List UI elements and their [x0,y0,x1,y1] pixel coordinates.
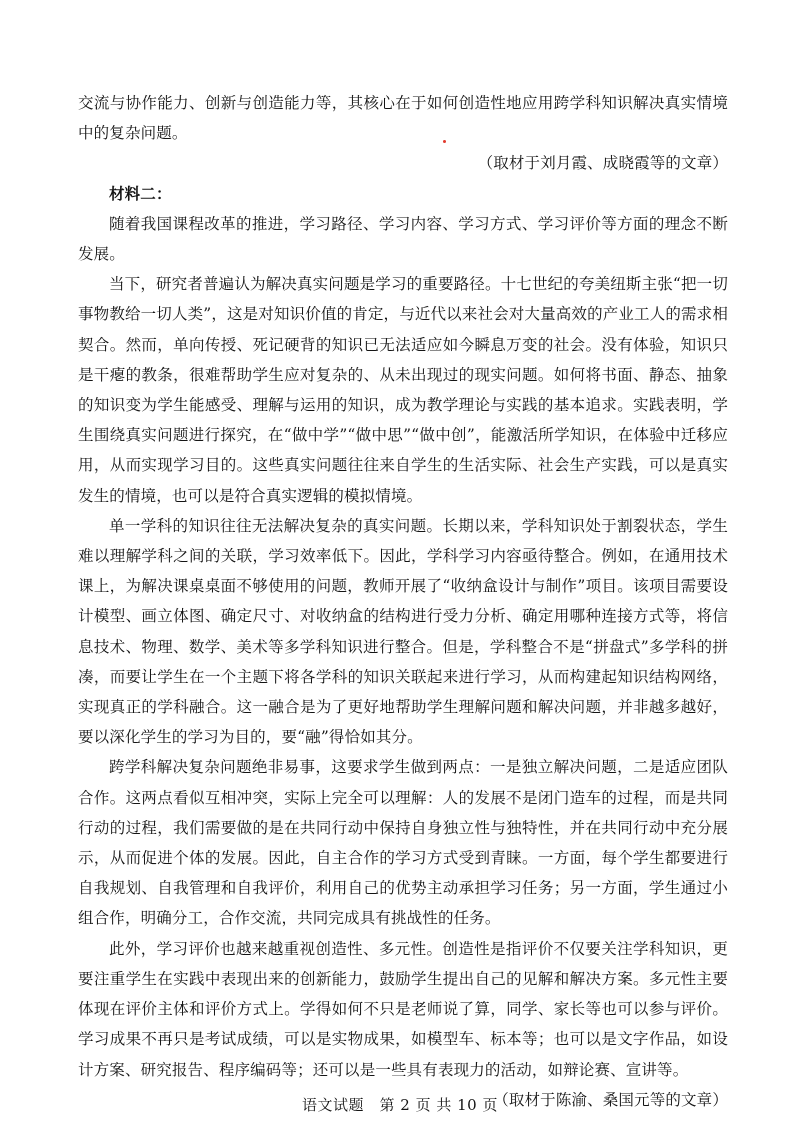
source-citation-2: （取材于陈渝、桑国元等的文章） [493,1090,728,1109]
paragraph-2: 当下，研究者普遍认为解决真实问题是学习的重要路径。十七世纪的夸美纽斯主张“把一切事物教给一切人类”，这是对知识价值的肯定，与近代以来社会对大量高效的产业工人的需求相契合。然而，单向传授、死记硬背的知识已无法适应如今瞬息万变的社会。没有体验，知识只是干瘪的教条，很难帮助学生应对复杂的、从未出现过的现实问题。如何将书面、静态、抽象的知识变为学生能感受、理解与运用的知识，成为教学理论与实践的基本追求。实践表明，学生围绕真实问题进行探究，在“做中学”“做中思”“做中创”，能激活所学知识，在体验中迁移应用，从而实现学习目的。这些真实问题往往来自学生的生活实际、社会生产实践，可以是真实发生的情境，也可以是符合真实逻辑的模拟情境。 [78,275,728,505]
article-body [78,88,728,1115]
page-footer: 语文试题 第 2 页 共 10 页 [302,1096,498,1114]
paragraph-4: 跨学科解决复杂问题绝非易事，这要求学生做到两点：一是独立解决问题，二是适应团队合作。这两点看似互相冲突，实际上完全可以理解：人的发展不是闭门造车的过程，而是共同行动的过程，我们需要做的是在共同行动中保持自身独立性与独特性，并在共同行动中充分展示，从而促进个体的发展。因此，自主合作的学习方式受到青睐。一方面，每个学生都要进行自我规划、自我管理和自我评价，利用自己的优势主动承担学习任务；另一方面，学生通过小组合作，明确分工，合作交流，共同完成具有挑战性的任务。 [78,758,728,928]
paragraph-5: 此外，学习评价也越来越重视创造性、多元性。创造性是指评价不仅要关注学科知识，更要注重学生在实践中表现出来的创新能力，鼓励学生提出自己的见解和解决方案。多元性主要体现在评价主体和评价方式上。学得如何不只是老师说了算，同学、家长等也可以参与评价。学习成果不再只是考试成绩，可以是实物成果，如模型车、标本等；也可以是文字作品，如设计方案、研究报告、程序编码等；还可以是一些具有表现力的活动，如辩论赛、宣讲等。 [78,939,728,1079]
section-heading-material-2: 材料二： [109,183,172,203]
paragraph-3: 单一学科的知识往往无法解决复杂的真实问题。长期以来，学科知识处于割裂状态，学生难以理解学科之间的关联，学习效率低下。因此，学科学习内容亟待整合。例如，在通用技术课上，为解决课桌桌面不够使用的问题，教师开展了“收纳盒设计与制作”项目。该项目需要设计模型、画立体图、确定尺寸、对收纳盒的结构进行受力分析、确定用哪种连接方式等，将信息技术、物理、数学、美术等多学科知识进行整合。但是，学科整合不是“拼盘式”多学科的拼凑，而要让学生在一个主题下将各学科的知识关联起来进行学习，从而构建起知识结构网络，实现真正的学科融合。这一融合是为了更好地帮助学生理解问题和解决问题，并非越多越好，要以深化学生的学习为目的，要“融”得恰如其分。 [78,516,728,747]
paragraph-continued: 交流与协作能力、创新与创造能力等，其核心在于如何创造性地应用跨学科知识解决真实情境中的复杂问题。 [78,94,728,143]
paragraph-1: 随着我国课程改革的推进，学习路径、学习内容、学习方式、学习评价等方面的理念不断发展。 [78,214,728,264]
source-citation-1: （取材于刘月霞、成晓霞等的文章） [477,154,728,173]
